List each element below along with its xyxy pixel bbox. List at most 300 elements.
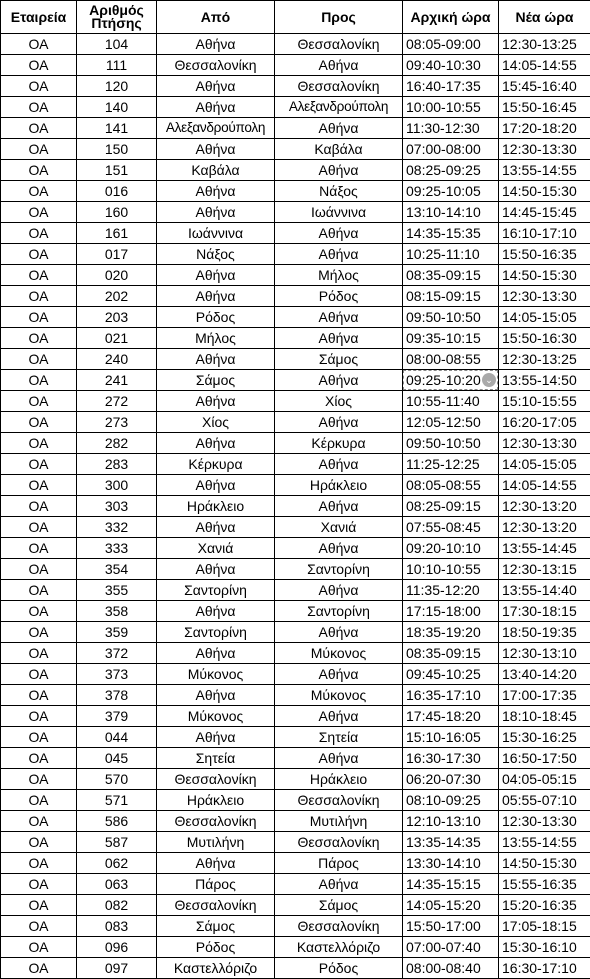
new-time-cell[interactable]: 15:30-16:25 <box>499 727 590 748</box>
from-cell[interactable]: Χανιά <box>157 538 275 559</box>
flight-number-cell[interactable]: 332 <box>77 517 157 538</box>
to-cell[interactable]: Σάμος <box>275 895 403 916</box>
flight-number-cell[interactable]: 160 <box>77 202 157 223</box>
to-cell[interactable]: Ρόδος <box>275 286 403 307</box>
new-time-cell[interactable]: 13:55-14:40 <box>499 580 590 601</box>
start-time-cell[interactable]: 07:00-07:40 <box>403 937 499 958</box>
to-cell[interactable]: Ηράκλειο <box>275 475 403 496</box>
flight-number-cell[interactable]: 141 <box>77 118 157 139</box>
company-cell[interactable]: ΟΑ <box>1 937 77 958</box>
flight-number-cell[interactable]: 017 <box>77 244 157 265</box>
company-cell[interactable]: ΟΑ <box>1 370 77 391</box>
header-start-time[interactable]: Αρχική ώρα <box>403 1 499 34</box>
company-cell[interactable]: ΟΑ <box>1 34 77 55</box>
company-cell[interactable]: ΟΑ <box>1 853 77 874</box>
to-cell[interactable]: Μύκονος <box>275 643 403 664</box>
flight-number-cell[interactable]: 272 <box>77 391 157 412</box>
from-cell[interactable]: Ρόδος <box>157 307 275 328</box>
flight-number-cell[interactable]: 111 <box>77 55 157 76</box>
flight-number-cell[interactable]: 016 <box>77 181 157 202</box>
company-cell[interactable]: ΟΑ <box>1 811 77 832</box>
new-time-cell[interactable]: 17:05-18:15 <box>499 916 590 937</box>
company-cell[interactable]: ΟΑ <box>1 580 77 601</box>
flight-number-cell[interactable]: 587 <box>77 832 157 853</box>
new-time-cell[interactable]: 18:10-18:45 <box>499 706 590 727</box>
new-time-cell[interactable]: 13:55-14:55 <box>499 160 590 181</box>
from-cell[interactable]: Μήλος <box>157 328 275 349</box>
to-cell[interactable]: Μυτιλήνη <box>275 811 403 832</box>
to-cell[interactable]: Αθήνα <box>275 370 403 391</box>
from-cell[interactable]: Αθήνα <box>157 727 275 748</box>
flight-number-cell[interactable]: 240 <box>77 349 157 370</box>
start-time-cell[interactable]: 16:40-17:35 <box>403 76 499 97</box>
flight-number-cell[interactable]: 203 <box>77 307 157 328</box>
start-time-cell[interactable]: 16:30-17:30 <box>403 748 499 769</box>
new-time-cell[interactable]: 04:05-05:15 <box>499 769 590 790</box>
company-cell[interactable]: ΟΑ <box>1 139 77 160</box>
flight-number-cell[interactable]: 355 <box>77 580 157 601</box>
flight-number-cell[interactable]: 570 <box>77 769 157 790</box>
to-cell[interactable]: Αθήνα <box>275 328 403 349</box>
flight-number-cell[interactable]: 082 <box>77 895 157 916</box>
table-row <box>1 559 590 580</box>
company-cell[interactable]: ΟΑ <box>1 223 77 244</box>
header-flight-number-line2: Πτήσης <box>91 15 141 31</box>
start-time-cell[interactable]: 11:25-12:25 <box>403 454 499 475</box>
header-from[interactable]: Από <box>157 1 275 34</box>
flight-number-cell[interactable]: 358 <box>77 601 157 622</box>
flight-number-cell[interactable]: 571 <box>77 790 157 811</box>
new-time-cell[interactable]: 16:30-17:10 <box>499 958 590 979</box>
table-row <box>1 370 590 391</box>
flight-number-cell[interactable]: 379 <box>77 706 157 727</box>
new-time-cell[interactable]: 12:30-13:30 <box>499 286 590 307</box>
company-cell[interactable]: ΟΑ <box>1 958 77 979</box>
table-row <box>1 601 590 622</box>
start-time-cell[interactable]: 08:00-08:40 <box>403 958 499 979</box>
from-cell[interactable]: Αθήνα <box>157 853 275 874</box>
table-row <box>1 937 590 958</box>
from-cell[interactable]: Κέρκυρα <box>157 454 275 475</box>
start-time-cell[interactable]: 09:20-10:10 <box>403 538 499 559</box>
new-time-cell[interactable]: 12:30-13:25 <box>499 349 590 370</box>
start-time-cell[interactable]: 08:25-09:25 <box>403 160 499 181</box>
header-flight-number[interactable] <box>77 1 157 34</box>
start-time-cell[interactable]: 10:25-11:10 <box>403 244 499 265</box>
from-cell[interactable]: Αθήνα <box>157 643 275 664</box>
company-cell[interactable]: ΟΑ <box>1 97 77 118</box>
start-time-cell[interactable]: 18:35-19:20 <box>403 622 499 643</box>
flight-number-cell[interactable]: 020 <box>77 265 157 286</box>
company-cell[interactable]: ΟΑ <box>1 412 77 433</box>
company-cell[interactable]: ΟΑ <box>1 55 77 76</box>
flight-number-cell[interactable]: 378 <box>77 685 157 706</box>
from-cell[interactable]: Μύκονος <box>157 706 275 727</box>
from-cell[interactable]: Σητεία <box>157 748 275 769</box>
flight-number-cell[interactable]: 097 <box>77 958 157 979</box>
company-cell[interactable]: ΟΑ <box>1 895 77 916</box>
flight-number-cell[interactable]: 372 <box>77 643 157 664</box>
to-cell[interactable]: Αθήνα <box>275 538 403 559</box>
start-time-cell[interactable]: 11:30-12:30 <box>403 118 499 139</box>
new-time-cell[interactable]: 15:30-16:10 <box>499 937 590 958</box>
new-time-cell[interactable]: 14:50-15:30 <box>499 181 590 202</box>
to-cell[interactable]: Αθήνα <box>275 244 403 265</box>
to-cell[interactable]: Σαντορίνη <box>275 559 403 580</box>
new-time-cell[interactable]: 15:50-16:45 <box>499 97 590 118</box>
start-time-cell[interactable]: 09:25-10:20 ⌄ <box>403 370 499 391</box>
header-company[interactable]: Εταιρεία <box>1 1 77 34</box>
to-cell[interactable]: Αθήνα <box>275 454 403 475</box>
start-time-cell[interactable]: 09:50-10:50 <box>403 433 499 454</box>
new-time-cell[interactable]: 05:55-07:10 <box>499 790 590 811</box>
company-cell[interactable]: ΟΑ <box>1 832 77 853</box>
to-cell[interactable]: Θεσσαλονίκη <box>275 832 403 853</box>
start-time-cell[interactable]: 16:35-17:10 <box>403 685 499 706</box>
company-cell[interactable]: ΟΑ <box>1 433 77 454</box>
new-time-cell[interactable]: 15:20-16:35 <box>499 895 590 916</box>
company-cell[interactable]: ΟΑ <box>1 874 77 895</box>
table-row <box>1 160 590 181</box>
to-cell[interactable]: Ηράκλειο <box>275 769 403 790</box>
company-cell[interactable]: ΟΑ <box>1 349 77 370</box>
table-row <box>1 643 590 664</box>
from-cell[interactable]: Καβάλα <box>157 160 275 181</box>
to-cell[interactable]: Σητεία <box>275 727 403 748</box>
start-time-cell[interactable]: 14:35-15:15 <box>403 874 499 895</box>
from-cell[interactable]: Ιωάννινα <box>157 223 275 244</box>
company-cell[interactable]: ΟΑ <box>1 328 77 349</box>
new-time-cell[interactable]: 18:50-19:35 <box>499 622 590 643</box>
from-cell[interactable]: Σαντορίνη <box>157 580 275 601</box>
new-time-cell[interactable]: 16:10-17:10 <box>499 223 590 244</box>
new-time-cell[interactable]: 12:30-13:30 <box>499 433 590 454</box>
company-cell[interactable]: ΟΑ <box>1 664 77 685</box>
flight-number-cell[interactable]: 282 <box>77 433 157 454</box>
from-cell[interactable]: Αλεξανδρούπολη <box>157 118 275 139</box>
flight-number-cell[interactable]: 354 <box>77 559 157 580</box>
company-cell[interactable]: ΟΑ <box>1 622 77 643</box>
new-time-cell[interactable]: 16:50-17:50 <box>499 748 590 769</box>
new-time-cell[interactable]: 14:45-15:45 <box>499 202 590 223</box>
from-cell[interactable]: Αθήνα <box>157 433 275 454</box>
start-time-cell[interactable]: 14:05-15:20 <box>403 895 499 916</box>
start-time-cell[interactable]: 08:05-09:00 <box>403 34 499 55</box>
start-time-cell[interactable]: 09:25-10:05 <box>403 181 499 202</box>
new-time-cell[interactable]: 12:30-13:30 <box>499 811 590 832</box>
flight-number-cell[interactable]: 359 <box>77 622 157 643</box>
from-cell[interactable]: Πάρος <box>157 874 275 895</box>
table-row <box>1 391 590 412</box>
new-time-cell[interactable]: 13:55-14:50 <box>499 370 590 391</box>
start-time-cell[interactable]: 07:55-08:45 <box>403 517 499 538</box>
to-cell[interactable]: Θεσσαλονίκη <box>275 916 403 937</box>
start-time-cell[interactable]: 14:35-15:35 <box>403 223 499 244</box>
start-time-cell[interactable]: 08:25-09:15 <box>403 496 499 517</box>
from-cell[interactable]: Μύκονος <box>157 664 275 685</box>
company-cell[interactable]: ΟΑ <box>1 265 77 286</box>
new-time-cell[interactable]: 16:20-17:05 <box>499 412 590 433</box>
start-time-cell[interactable]: 10:00-10:55 <box>403 97 499 118</box>
from-cell[interactable]: Αθήνα <box>157 139 275 160</box>
flight-number-cell[interactable]: 161 <box>77 223 157 244</box>
company-cell[interactable]: ΟΑ <box>1 685 77 706</box>
from-cell[interactable]: Αθήνα <box>157 34 275 55</box>
company-cell[interactable]: ΟΑ <box>1 790 77 811</box>
company-cell[interactable]: ΟΑ <box>1 202 77 223</box>
from-cell[interactable]: Ηράκλειο <box>157 790 275 811</box>
company-cell[interactable]: ΟΑ <box>1 916 77 937</box>
start-time-cell[interactable]: 12:10-13:10 <box>403 811 499 832</box>
start-time-cell[interactable]: 13:30-14:10 <box>403 853 499 874</box>
to-cell[interactable]: Χίος <box>275 391 403 412</box>
start-time-cell[interactable]: 17:45-18:20 <box>403 706 499 727</box>
to-cell[interactable]: Θεσσαλονίκη <box>275 790 403 811</box>
company-cell[interactable]: ΟΑ <box>1 286 77 307</box>
company-cell[interactable]: ΟΑ <box>1 706 77 727</box>
to-cell[interactable]: Αθήνα <box>275 706 403 727</box>
new-time-cell[interactable]: 17:30-18:15 <box>499 601 590 622</box>
from-cell[interactable]: Αθήνα <box>157 559 275 580</box>
company-cell[interactable]: ΟΑ <box>1 496 77 517</box>
table-row <box>1 832 590 853</box>
from-cell[interactable]: Σάμος <box>157 916 275 937</box>
to-cell[interactable]: Αθήνα <box>275 412 403 433</box>
table-row <box>1 454 590 475</box>
flight-number-cell[interactable]: 150 <box>77 139 157 160</box>
from-cell[interactable]: Ρόδος <box>157 937 275 958</box>
company-cell[interactable]: ΟΑ <box>1 160 77 181</box>
start-time-cell[interactable]: 13:10-14:10 <box>403 202 499 223</box>
table-row <box>1 55 590 76</box>
start-time-cell[interactable]: 10:55-11:40 <box>403 391 499 412</box>
new-time-cell[interactable]: 13:55-14:45 <box>499 538 590 559</box>
start-time-cell[interactable]: 06:20-07:30 <box>403 769 499 790</box>
to-cell[interactable]: Αθήνα <box>275 118 403 139</box>
flight-number-cell[interactable]: 373 <box>77 664 157 685</box>
new-time-cell[interactable]: 12:30-13:10 <box>499 643 590 664</box>
to-cell[interactable]: Αθήνα <box>275 580 403 601</box>
start-time-cell[interactable]: 08:10-09:25 <box>403 790 499 811</box>
from-cell[interactable]: Αθήνα <box>157 202 275 223</box>
start-time-cell[interactable]: 08:35-09:15 <box>403 265 499 286</box>
to-cell[interactable]: Αθήνα <box>275 664 403 685</box>
from-cell[interactable]: Αθήνα <box>157 286 275 307</box>
from-cell[interactable]: Σάμος <box>157 370 275 391</box>
start-time-cell[interactable]: 09:40-10:30 <box>403 55 499 76</box>
start-time-cell[interactable]: 15:50-17:00 <box>403 916 499 937</box>
new-time-cell[interactable]: 14:50-15:30 <box>499 265 590 286</box>
from-cell[interactable]: Αθήνα <box>157 685 275 706</box>
start-time-cell[interactable]: 09:35-10:15 <box>403 328 499 349</box>
flight-number-cell[interactable]: 021 <box>77 328 157 349</box>
flight-number-cell[interactable]: 120 <box>77 76 157 97</box>
from-cell[interactable]: Θεσσαλονίκη <box>157 769 275 790</box>
to-cell[interactable]: Θεσσαλονίκη <box>275 76 403 97</box>
table-row <box>1 433 590 454</box>
start-time-cell[interactable]: 15:10-16:05 <box>403 727 499 748</box>
company-cell[interactable]: ΟΑ <box>1 727 77 748</box>
new-time-cell[interactable]: 13:55-14:55 <box>499 832 590 853</box>
new-time-cell[interactable]: 14:05-14:55 <box>499 475 590 496</box>
start-time-cell[interactable]: 08:35-09:15 <box>403 643 499 664</box>
start-time-cell[interactable]: 07:00-08:00 <box>403 139 499 160</box>
to-cell[interactable]: Αθήνα <box>275 160 403 181</box>
company-cell[interactable]: ΟΑ <box>1 769 77 790</box>
from-cell[interactable]: Θεσσαλονίκη <box>157 895 275 916</box>
to-cell[interactable]: Ρόδος <box>275 958 403 979</box>
company-cell[interactable]: ΟΑ <box>1 559 77 580</box>
from-cell[interactable]: Νάξος <box>157 244 275 265</box>
company-cell[interactable]: ΟΑ <box>1 475 77 496</box>
table-row <box>1 202 590 223</box>
start-time-cell[interactable]: 10:10-10:55 <box>403 559 499 580</box>
table-row <box>1 538 590 559</box>
to-cell[interactable]: Αθήνα <box>275 748 403 769</box>
table-row <box>1 685 590 706</box>
start-time-cell[interactable]: 12:05-12:50 <box>403 412 499 433</box>
flight-number-cell[interactable]: 045 <box>77 748 157 769</box>
table-row <box>1 895 590 916</box>
to-cell[interactable]: Αθήνα <box>275 307 403 328</box>
flight-number-cell[interactable]: 202 <box>77 286 157 307</box>
from-cell[interactable]: Αθήνα <box>157 76 275 97</box>
start-time-cell[interactable]: 11:35-12:20 <box>403 580 499 601</box>
company-cell[interactable]: ΟΑ <box>1 601 77 622</box>
flight-number-cell[interactable]: 303 <box>77 496 157 517</box>
company-cell[interactable]: ΟΑ <box>1 517 77 538</box>
company-cell[interactable]: ΟΑ <box>1 118 77 139</box>
to-cell[interactable]: Χανιά <box>275 517 403 538</box>
start-time-cell[interactable]: 09:45-10:25 <box>403 664 499 685</box>
from-cell[interactable]: Σαντορίνη <box>157 622 275 643</box>
header-to[interactable]: Προς <box>275 1 403 34</box>
flight-number-cell[interactable]: 586 <box>77 811 157 832</box>
to-cell[interactable]: Πάρος <box>275 853 403 874</box>
from-cell[interactable]: Αθήνα <box>157 391 275 412</box>
from-cell[interactable]: Μυτιλήνη <box>157 832 275 853</box>
to-cell[interactable]: Αλεξανδρούπολη <box>275 97 403 118</box>
flight-number-cell[interactable]: 241 <box>77 370 157 391</box>
new-time-cell[interactable]: 14:50-15:30 <box>499 853 590 874</box>
start-time-cell[interactable]: 08:05-08:55 <box>403 475 499 496</box>
new-time-cell[interactable]: 17:00-17:35 <box>499 685 590 706</box>
new-time-cell[interactable]: 15:45-16:40 <box>499 76 590 97</box>
to-cell[interactable]: Μήλος <box>275 265 403 286</box>
from-cell[interactable]: Αθήνα <box>157 265 275 286</box>
to-cell[interactable]: Μύκονος <box>275 685 403 706</box>
to-cell[interactable]: Νάξος <box>275 181 403 202</box>
cell-options-icon[interactable]: ⌄ <box>482 373 496 387</box>
company-cell[interactable]: ΟΑ <box>1 454 77 475</box>
from-cell[interactable]: Χίος <box>157 412 275 433</box>
to-cell[interactable]: Αθήνα <box>275 496 403 517</box>
company-cell[interactable]: ΟΑ <box>1 643 77 664</box>
new-time-cell[interactable]: 15:10-15:55 <box>499 391 590 412</box>
from-cell[interactable]: Θεσσαλονίκη <box>157 55 275 76</box>
flight-number-cell[interactable]: 300 <box>77 475 157 496</box>
new-time-cell[interactable]: 15:55-16:35 <box>499 874 590 895</box>
new-time-cell[interactable]: 15:50-16:30 <box>499 328 590 349</box>
new-time-cell[interactable]: 14:05-15:05 <box>499 454 590 475</box>
new-time-cell[interactable]: 12:30-13:15 <box>499 559 590 580</box>
new-time-cell[interactable]: 12:30-13:25 <box>499 34 590 55</box>
header-row <box>1 1 590 34</box>
flight-number-cell[interactable]: 283 <box>77 454 157 475</box>
new-time-cell[interactable]: 12:30-13:20 <box>499 517 590 538</box>
from-cell[interactable]: Αθήνα <box>157 475 275 496</box>
new-time-cell[interactable]: 17:20-18:20 <box>499 118 590 139</box>
header-flight-number-line1: Αριθμός <box>89 2 144 18</box>
to-cell[interactable]: Αθήνα <box>275 622 403 643</box>
start-time-cell[interactable]: 08:00-08:55 <box>403 349 499 370</box>
new-time-cell[interactable]: 15:50-16:35 <box>499 244 590 265</box>
to-cell[interactable]: Θεσσαλονίκη <box>275 34 403 55</box>
flight-number-cell[interactable]: 096 <box>77 937 157 958</box>
to-cell[interactable]: Σαντορίνη <box>275 601 403 622</box>
from-cell[interactable]: Αθήνα <box>157 349 275 370</box>
table-row <box>1 874 590 895</box>
flight-number-cell[interactable]: 062 <box>77 853 157 874</box>
company-cell[interactable]: ΟΑ <box>1 748 77 769</box>
company-cell[interactable]: ΟΑ <box>1 244 77 265</box>
to-cell[interactable]: Κέρκυρα <box>275 433 403 454</box>
flight-number-cell[interactable]: 151 <box>77 160 157 181</box>
from-cell[interactable]: Αθήνα <box>157 181 275 202</box>
table-row <box>1 475 590 496</box>
start-time-cell[interactable]: 08:15-09:15 <box>403 286 499 307</box>
to-cell[interactable]: Αθήνα <box>275 874 403 895</box>
company-cell[interactable]: ΟΑ <box>1 538 77 559</box>
start-time-cell[interactable]: 13:35-14:35 <box>403 832 499 853</box>
new-time-cell[interactable]: 14:05-15:05 <box>499 307 590 328</box>
company-cell[interactable]: ΟΑ <box>1 181 77 202</box>
flight-number-cell[interactable]: 140 <box>77 97 157 118</box>
to-cell[interactable]: Σάμος <box>275 349 403 370</box>
to-cell[interactable]: Αθήνα <box>275 223 403 244</box>
to-cell[interactable]: Ιωάννινα <box>275 202 403 223</box>
flight-number-cell[interactable]: 083 <box>77 916 157 937</box>
table-row <box>1 412 590 433</box>
flight-number-cell[interactable]: 063 <box>77 874 157 895</box>
to-cell[interactable]: Καβάλα <box>275 139 403 160</box>
new-time-cell[interactable]: 12:30-13:20 <box>499 496 590 517</box>
from-cell[interactable]: Αθήνα <box>157 517 275 538</box>
to-cell[interactable]: Καστελλόριζο <box>275 937 403 958</box>
start-time-cell[interactable]: 09:50-10:50 <box>403 307 499 328</box>
flight-number-cell[interactable]: 333 <box>77 538 157 559</box>
new-time-cell[interactable]: 14:05-14:55 <box>499 55 590 76</box>
from-cell[interactable]: Θεσσαλονίκη <box>157 811 275 832</box>
flight-number-cell[interactable]: 044 <box>77 727 157 748</box>
flight-number-cell[interactable]: 273 <box>77 412 157 433</box>
from-cell[interactable]: Αθήνα <box>157 97 275 118</box>
to-cell[interactable]: Αθήνα <box>275 55 403 76</box>
company-cell[interactable]: ΟΑ <box>1 76 77 97</box>
start-time-cell[interactable]: 17:15-18:00 <box>403 601 499 622</box>
flight-number-cell[interactable]: 104 <box>77 34 157 55</box>
from-cell[interactable]: Αθήνα <box>157 601 275 622</box>
new-time-cell[interactable]: 13:40-14:20 <box>499 664 590 685</box>
from-cell[interactable]: Καστελλόριζο <box>157 958 275 979</box>
from-cell[interactable]: Ηράκλειο <box>157 496 275 517</box>
company-cell[interactable]: ΟΑ <box>1 391 77 412</box>
header-new-time[interactable]: Νέα ώρα <box>499 1 590 34</box>
table-row <box>1 811 590 832</box>
table-body <box>1 34 590 979</box>
company-cell[interactable]: ΟΑ <box>1 307 77 328</box>
new-time-cell[interactable]: 12:30-13:30 <box>499 139 590 160</box>
